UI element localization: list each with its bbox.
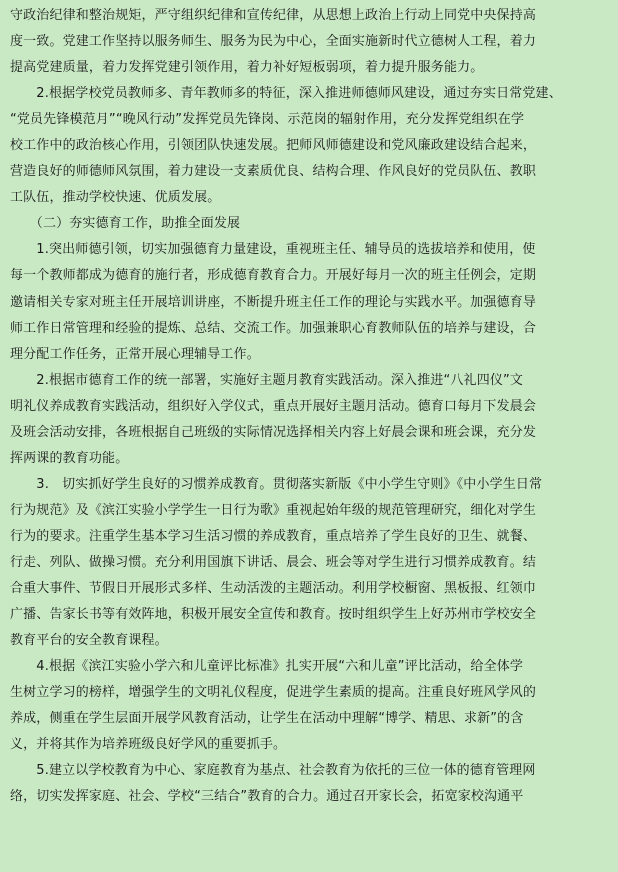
text-line: 提高党建质量，着力发挥党建引领作用，着力补好短板弱项，着力提升服务能力。 <box>10 60 484 76</box>
text-line: 2.根据市德育工作的统一部署，实施好主题月教育实践活动。深入推进“八礼四仪”文 <box>10 372 524 388</box>
paragraph-item-3-habits <box>10 472 604 654</box>
text-line: 3. 切实抓好学生良好的习惯养成教育。贯彻落实新版《中小学生守则》《中小学生日常 <box>10 476 543 492</box>
text-line: 行走、列队、做操习惯。充分利用国旗下讲话、晨会、班会等对学生进行习惯养成教育。结 <box>10 554 537 570</box>
text-line: 广播、告家长书等有效阵地，积极开展安全宣传和教育。按时组织学生上好苏州市学校安全 <box>10 607 537 623</box>
text-line: 师工作日常管理和经验的提炼、总结、交流工作。加强兼职心育教师队伍的培养与建设，合 <box>10 320 537 336</box>
paragraph-item-4-children <box>10 654 604 758</box>
section-heading-text: （二）夯实德育工作，助推全面发展 <box>10 216 241 232</box>
text-line: 义，并将其作为培养班级良好学风的重要抓手。 <box>10 737 287 753</box>
section-heading <box>10 211 604 237</box>
paragraph-item-2-moral <box>10 368 604 472</box>
text-line: “党员先锋模范月”“晚风行动”发挥党员先锋岗、示范岗的辐射作用，充分发挥党组织在学 <box>10 112 525 128</box>
paragraph-intro-tail <box>10 3 604 81</box>
text-line: 养成，侧重在学生层面开展学风教育活动，让学生在活动中理解“博学、精思、求新”的含 <box>10 711 524 727</box>
text-line: 5.建立以学校教育为中心、家庭教育为基点、社会教育为依托的三位一体的德育管理网 <box>10 763 536 779</box>
text-line: 合重大事件、节假日开展形式多样、生动活泼的主题活动。利用学校橱窗、黑板报、红领巾 <box>10 581 537 597</box>
text-line: 1.突出师德引领，切实加强德育力量建设，重视班主任、辅导员的选拔培养和使用，使 <box>10 242 536 258</box>
text-line: 及班会活动安排，各班根据自己班级的实际情况选择相关内容上好晨会课和班会课，充分发 <box>10 424 537 440</box>
text-line: 行为的要求。注重学生基本学习生活习惯的养成教育，重点培养了学生良好的卫生、就餐、 <box>10 528 537 544</box>
text-line: 4.根据《滨江实验小学六和儿童评比标准》扎实开展“六和儿童”评比活动，给全体学 <box>10 659 524 675</box>
paragraph-item-5-integration <box>10 758 604 810</box>
text-line: 明礼仪养成教育实践活动，组织好入学仪式，重点开展好主题月活动。德育口每月下发晨会 <box>10 398 537 414</box>
text-line: 工队伍，推动学校快速、优质发展。 <box>10 190 221 206</box>
text-line: 每一个教师都成为德育的施行者，形成德育教育合力。开展好每月一次的班主任例会，定期 <box>10 268 537 284</box>
text-line: 挥两课的教育功能。 <box>10 450 129 466</box>
text-line: 校工作中的政治核心作用，引领团队快速发展。把师风师德建设和党风廉政建设结合起来， <box>10 138 537 154</box>
text-line: 生树立学习的榜样，增强学生的文明礼仪程度，促进学生素质的提高。注重良好班风学风的 <box>10 685 537 701</box>
text-line: 教育平台的安全教育课程。 <box>10 633 168 649</box>
text-line: 度一致。党建工作坚持以服务师生、服务为民为中心，全面实施新时代立德树人工程，着力 <box>10 34 537 50</box>
paragraph-item-2-party <box>10 81 604 211</box>
paragraph-item-1-moral <box>10 237 604 367</box>
text-line: 营造良好的师德师风氛围，着力建设一支素质优良、结构合理、作风良好的党员队伍、教职 <box>10 164 537 180</box>
text-line: 2.根据学校党员教师多、青年教师多的特征，深入推进师德师风建设，通过夯实日常党建、 <box>10 86 562 102</box>
text-line: 理分配工作任务，正常开展心理辅导工作。 <box>10 346 260 362</box>
text-line: 守政治纪律和整治规矩，严守组织纪律和宣传纪律，从思想上政治上行动上同党中央保持高 <box>10 8 537 23</box>
text-line: 行为规范》及《滨江实验小学学生一日行为歌》重视起始年级的规范管理研究，细化对学生 <box>10 502 537 518</box>
text-line: 邀请相关专家对班主任开展培训讲座，不断提升班主任工作的理论与实践水平。加强德育导 <box>10 294 537 310</box>
text-line: 络，切实发挥家庭、社会、学校“三结合”教育的合力。通过召开家长会，拓宽家校沟通平 <box>10 789 524 805</box>
